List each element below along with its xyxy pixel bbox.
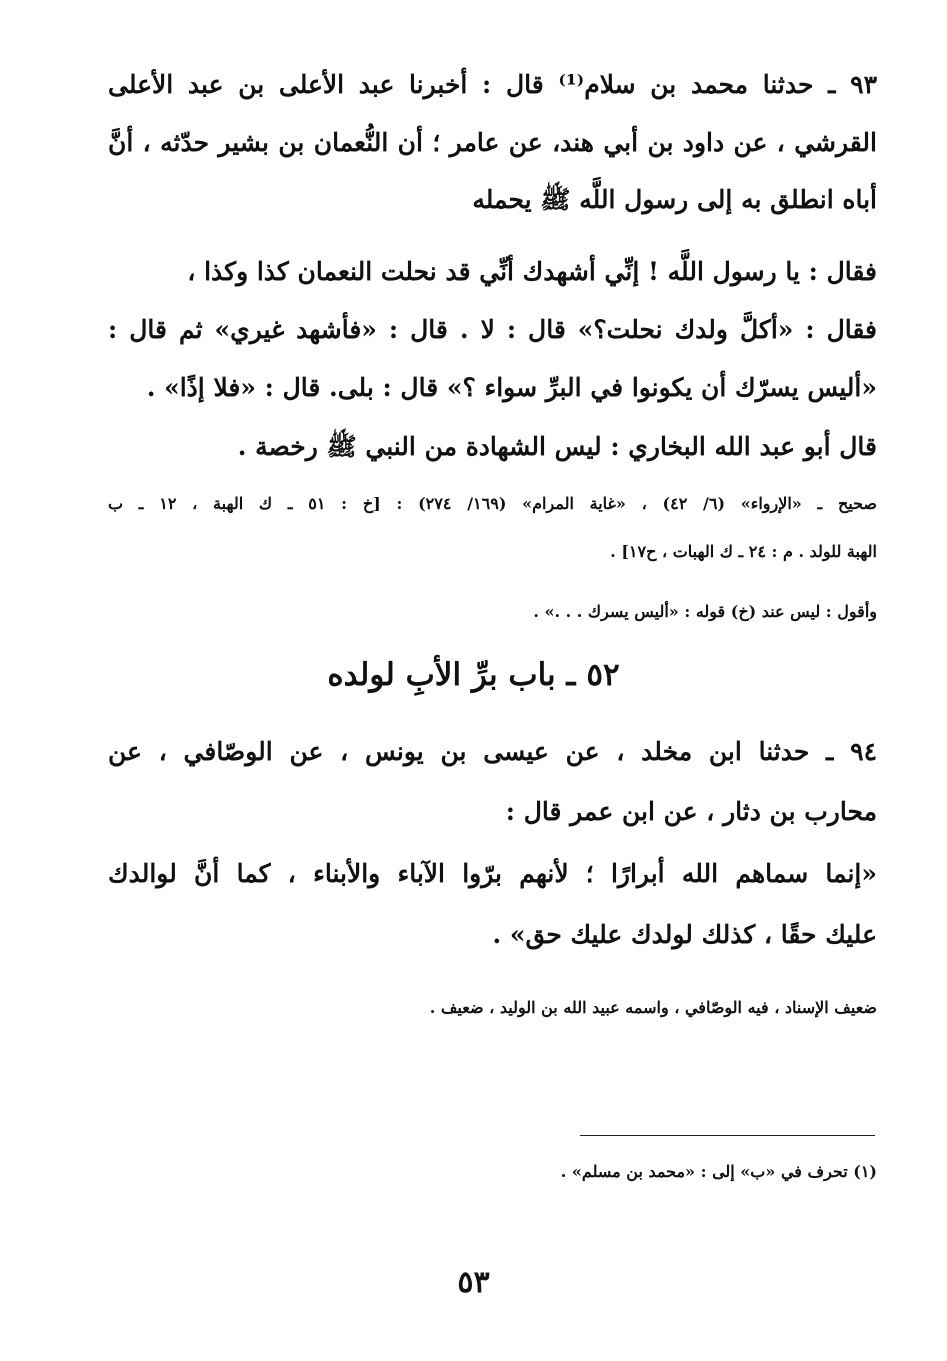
hadith-93-line-3: أباه انطلق به إلى رسول اللَّه ﷺ يحمله: [472, 185, 877, 214]
footnote-divider: [580, 1135, 875, 1136]
hadith-93-line-6: «أليس يسرّك أن يكونوا في البرِّ سواء ؟» قال : بلى. قال : «فلا إذًا» .: [146, 373, 877, 402]
hadith-94-line-1: ٩٤ ـ حدثنا ابن مخلد ، عن عيسى بن يونس ، عن الوصّافي ، عن: [108, 737, 877, 766]
footnote: (١) تحرف في «ب» إلى : «محمد بن مسلم» .: [560, 1162, 877, 1181]
hadith-94-line-3: «إنما سماهم الله أبرارًا ؛ لأنهم برّوا الآباء والأبناء ، كما أنَّ لوالدك: [108, 859, 877, 888]
hadith-93-line-1: ٩٣ ـ حدثنا محمد بن سلام⁽¹⁾ قال : أخبرنا عبد الأعلى بن عبد الأعلى: [108, 70, 877, 99]
hadith-94-line-4: عليك حقًا ، كذلك لولدك عليك حق» .: [492, 920, 877, 949]
hadith-93-line-5: فقال : «أكلَّ ولدك نحلت؟» قال : لا . قال : «فأشهد غيري» ثم قال :: [108, 315, 877, 344]
chapter-title: ٥٢ ـ باب برِّ الأبِ لولده: [327, 657, 620, 693]
hadith-93-line-4: فقال : يا رسول اللَّه ! إنِّي أشهدك أنِّي قد نحلت النعمان كذا وكذا ،: [187, 257, 877, 286]
page-number: ٥٣: [457, 1265, 490, 1300]
hadith-94-grading: ضعيف الإسناد ، فيه الوصّافي ، واسمه عبيد الله بن الوليد ، ضعيف .: [429, 998, 877, 1017]
hadith-93-grading-line-1: صحيح ـ «الإرواء» (٦/ ٤٢) ، «غاية المرام» (١٦٩/ ٢٧٤) : [خ : ٥١ ـ ك الهبة ، ١٢ ـ ب: [108, 494, 878, 513]
hadith-93-line-2: القرشي ، عن داود بن أبي هند، عن عامر ؛ أن النُّعمان بن بشير حدّثه ، أنَّ: [108, 128, 877, 157]
hadith-93-grading-line-2: الهبة للولد . م : ٢٤ ـ ك الهبات ، ح١٧] .: [610, 542, 877, 561]
hadith-93-bukhari-comment: قال أبو عبد الله البخاري : ليس الشهادة من النبي ﷺ رخصة .: [237, 432, 877, 461]
hadith-93-note: وأقول : ليس عند (خ) قوله : «أليس يسرك . . .» .: [533, 602, 877, 621]
hadith-94-line-2: محارب بن دثار ، عن ابن عمر قال :: [505, 797, 877, 826]
